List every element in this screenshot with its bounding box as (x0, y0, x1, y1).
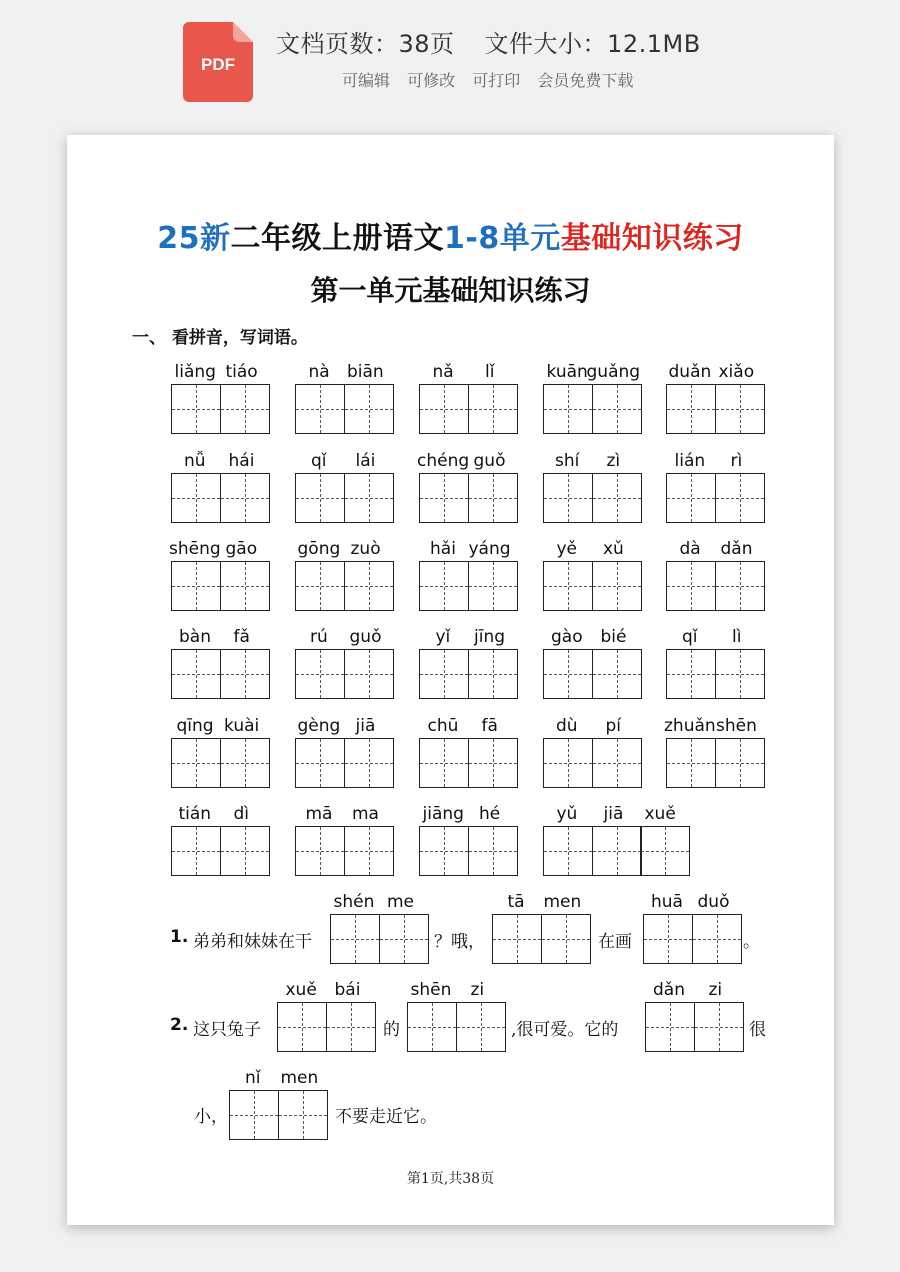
tianzige-cell[interactable] (220, 649, 270, 699)
sentence-1-text-c: 在画 (598, 932, 632, 952)
pinyin-label: chéng (417, 451, 470, 471)
tianzige-boxes (543, 738, 642, 788)
pinyin-label: guǒ (349, 627, 382, 647)
feature-member-download: 会员免费下载 (537, 71, 634, 90)
pinyin-label: men (543, 892, 582, 912)
tianzige-boxes (171, 473, 270, 523)
tianzige-boxes (419, 738, 518, 788)
tianzige-cell[interactable] (344, 384, 394, 434)
tianzige-boxes (645, 1002, 744, 1052)
sentence-1-text-a: 弟弟和妹妹在干 (193, 932, 312, 952)
tianzige-cell[interactable] (295, 384, 345, 434)
tianzige-cell[interactable] (295, 473, 345, 523)
pinyin-label: xiǎo (718, 362, 755, 382)
pdf-file-icon (183, 22, 253, 102)
pinyin-label: lái (355, 451, 376, 471)
tianzige-cell[interactable] (592, 561, 642, 611)
tianzige-boxes (277, 1002, 376, 1052)
sentence-2-text-b: 的 (383, 1020, 400, 1040)
pinyin-label: biān (347, 362, 384, 382)
tianzige-cell[interactable] (419, 826, 469, 876)
tianzige-cell[interactable] (692, 914, 742, 964)
tianzige-cell[interactable] (295, 649, 345, 699)
title-part-2: 1-8单元 (444, 221, 561, 256)
pinyin-label: zì (606, 451, 621, 471)
tianzige-cell[interactable] (407, 1002, 457, 1052)
pinyin-label: lì (732, 627, 742, 647)
pinyin-label: zi (708, 980, 723, 1000)
pinyin-label: shēng (169, 539, 221, 559)
pinyin-label: pí (605, 716, 622, 736)
tianzige-cell[interactable] (277, 1002, 327, 1052)
tianzige-cell[interactable] (171, 649, 221, 699)
tianzige-boxes (666, 473, 765, 523)
tianzige-boxes (171, 561, 270, 611)
tianzige-boxes (543, 649, 642, 699)
tianzige-cell[interactable] (220, 473, 270, 523)
pinyin-label: rì (730, 451, 743, 471)
pinyin-label: jiāng (422, 804, 464, 824)
tianzige-boxes (295, 826, 394, 876)
tianzige-boxes (295, 738, 394, 788)
tianzige-boxes (543, 826, 690, 876)
pinyin-label: tián (178, 804, 212, 824)
tianzige-cell[interactable] (715, 561, 765, 611)
tianzige-cell[interactable] (543, 738, 593, 788)
tianzige-boxes (492, 914, 591, 964)
pinyin-label: lǐ (485, 362, 495, 382)
tianzige-cell[interactable] (171, 738, 221, 788)
tianzige-cell[interactable] (419, 384, 469, 434)
tianzige-cell[interactable] (220, 738, 270, 788)
tianzige-cell[interactable] (278, 1090, 328, 1140)
pinyin-label: dù (556, 716, 578, 736)
tianzige-cell[interactable] (419, 649, 469, 699)
tianzige-cell[interactable] (543, 826, 593, 876)
pinyin-label: bàn (179, 627, 211, 647)
pinyin-label: yǐ (435, 627, 451, 647)
document-title (67, 213, 834, 257)
feature-printable: 可打印 (472, 71, 521, 90)
tianzige-cell[interactable] (640, 826, 690, 876)
tianzige-cell[interactable] (715, 473, 765, 523)
sentence-1-number: 1. (170, 927, 189, 947)
pinyin-label: qǐ (311, 451, 327, 471)
pinyin-label: shén (333, 892, 375, 912)
pinyin-label: yě (556, 539, 578, 559)
sentence-1-text-d: 。 (743, 932, 760, 952)
pinyin-label: jiā (603, 804, 624, 824)
tianzige-cell[interactable] (456, 1002, 506, 1052)
tianzige-cell[interactable] (344, 826, 394, 876)
tianzige-boxes (419, 561, 518, 611)
tianzige-boxes (666, 561, 765, 611)
tianzige-cell[interactable] (468, 738, 518, 788)
sentence-2-text-f: 不要走近它。 (335, 1107, 437, 1127)
pinyin-label: duǒ (697, 892, 730, 912)
tianzige-cell[interactable] (220, 561, 270, 611)
pinyin-label: xuě (285, 980, 317, 1000)
pinyin-label: nǎ (432, 362, 454, 382)
tianzige-cell[interactable] (543, 649, 593, 699)
tianzige-cell[interactable] (543, 473, 593, 523)
document-page[interactable] (67, 135, 834, 1225)
pinyin-label: gōng (297, 539, 341, 559)
tianzige-boxes (666, 649, 765, 699)
pinyin-label: dǎn (653, 980, 685, 1000)
tianzige-boxes (171, 384, 270, 434)
pinyin-label: gāo (225, 539, 258, 559)
tianzige-boxes (295, 473, 394, 523)
tianzige-cell[interactable] (592, 826, 642, 876)
tianzige-cell[interactable] (326, 1002, 376, 1052)
pinyin-label: zi (470, 980, 485, 1000)
tianzige-cell[interactable] (715, 738, 765, 788)
pinyin-label: duǎn (668, 362, 712, 382)
pinyin-label: jīng (474, 627, 506, 647)
pinyin-label: ma (352, 804, 379, 824)
pinyin-label: tiáo (225, 362, 258, 382)
tianzige-cell[interactable] (171, 473, 221, 523)
pinyin-label: mā (305, 804, 333, 824)
sentence-2-text-c: ,很可爱。它的 (511, 1020, 619, 1040)
tianzige-cell[interactable] (592, 384, 642, 434)
pinyin-label: hǎi (430, 539, 456, 559)
pinyin-label: chū (427, 716, 459, 736)
pinyin-label: liǎng (174, 362, 216, 382)
pinyin-label: guǎng (586, 362, 641, 382)
tianzige-boxes (419, 473, 518, 523)
tianzige-cell[interactable] (468, 473, 518, 523)
tianzige-cell[interactable] (666, 384, 716, 434)
feature-modifiable: 可修改 (407, 71, 456, 90)
file-info (276, 24, 701, 59)
tianzige-cell[interactable] (220, 826, 270, 876)
pinyin-label: shí (555, 451, 580, 471)
feature-list (342, 68, 645, 91)
tianzige-cell[interactable] (295, 738, 345, 788)
tianzige-boxes (171, 649, 270, 699)
tianzige-cell[interactable] (468, 826, 518, 876)
pdf-badge-text: PDF (201, 55, 235, 74)
pinyin-label: zhuǎn (664, 716, 716, 736)
pinyin-label: me (387, 892, 415, 912)
tianzige-boxes (419, 826, 518, 876)
tianzige-cell[interactable] (171, 384, 221, 434)
pinyin-label: qīng (176, 716, 214, 736)
pinyin-label: men (280, 1068, 319, 1088)
tianzige-cell[interactable] (666, 738, 716, 788)
title-part-1: 二年级上册语文 (230, 221, 445, 256)
pinyin-label: zuò (350, 539, 381, 559)
pinyin-label: nǚ (184, 451, 206, 471)
pinyin-label: nǐ (245, 1068, 261, 1088)
tianzige-cell[interactable] (468, 649, 518, 699)
tianzige-cell[interactable] (592, 738, 642, 788)
tianzige-cell[interactable] (468, 384, 518, 434)
pinyin-label: jiā (355, 716, 376, 736)
tianzige-cell[interactable] (419, 738, 469, 788)
sentence-2-text-e: 小， (194, 1107, 228, 1127)
tianzige-cell[interactable] (171, 826, 221, 876)
tianzige-cell[interactable] (379, 914, 429, 964)
tianzige-cell[interactable] (715, 649, 765, 699)
tianzige-cell[interactable] (543, 561, 593, 611)
tianzige-cell[interactable] (344, 738, 394, 788)
pinyin-label: kuān (546, 362, 588, 382)
pinyin-label: rú (310, 627, 328, 647)
sentence-2-text-d: 很 (749, 1020, 766, 1040)
pinyin-label: bié (600, 627, 627, 647)
tianzige-boxes (407, 1002, 506, 1052)
tianzige-boxes (330, 914, 429, 964)
tianzige-cell[interactable] (666, 649, 716, 699)
tianzige-boxes (543, 473, 642, 523)
pinyin-label: fǎ (233, 627, 250, 647)
tianzige-boxes (543, 561, 642, 611)
unit-subtitle: 第一单元基础知识练习 (310, 274, 591, 307)
page-footer: 第1页,共38页 (406, 1171, 495, 1187)
tianzige-cell[interactable] (419, 561, 469, 611)
tianzige-cell[interactable] (492, 914, 542, 964)
tianzige-boxes (229, 1090, 328, 1140)
pinyin-label: huā (651, 892, 683, 912)
tianzige-cell[interactable] (220, 384, 270, 434)
tianzige-boxes (419, 384, 518, 434)
pinyin-label: hái (228, 451, 255, 471)
tianzige-cell[interactable] (229, 1090, 279, 1140)
pinyin-label: nà (308, 362, 330, 382)
pinyin-label: shēn (410, 980, 452, 1000)
sentence-2-text-a: 这只兔子 (193, 1020, 261, 1040)
pinyin-label: gèng (297, 716, 341, 736)
tianzige-boxes (295, 561, 394, 611)
tianzige-cell[interactable] (419, 473, 469, 523)
tianzige-cell[interactable] (592, 473, 642, 523)
sentence-1-text-b: ？哦， (434, 932, 485, 952)
pinyin-label: yáng (468, 539, 511, 559)
pinyin-label: kuài (224, 716, 260, 736)
tianzige-cell[interactable] (344, 473, 394, 523)
tianzige-cell[interactable] (592, 649, 642, 699)
tianzige-cell[interactable] (295, 826, 345, 876)
tianzige-boxes (666, 738, 765, 788)
tianzige-boxes (543, 384, 642, 434)
tianzige-cell[interactable] (171, 561, 221, 611)
pinyin-label: guǒ (473, 451, 506, 471)
pinyin-label: xǔ (603, 539, 624, 559)
pinyin-label: hé (479, 804, 501, 824)
tianzige-cell[interactable] (666, 561, 716, 611)
pinyin-label: shēn (716, 716, 757, 736)
tianzige-cell[interactable] (344, 561, 394, 611)
tianzige-cell[interactable] (543, 384, 593, 434)
pinyin-label: dì (233, 804, 250, 824)
pinyin-label: xuě (644, 804, 676, 824)
feature-editable: 可编辑 (342, 71, 391, 90)
tianzige-cell[interactable] (645, 1002, 695, 1052)
tianzige-cell[interactable] (715, 384, 765, 434)
pinyin-label: lián (674, 451, 706, 471)
tianzige-cell[interactable] (643, 914, 693, 964)
pinyin-label: qǐ (682, 627, 698, 647)
section-heading: 一、 看拼音，写词语。 (132, 328, 308, 348)
tianzige-cell[interactable] (541, 914, 591, 964)
pinyin-label: yǔ (556, 804, 578, 824)
tianzige-boxes (171, 738, 270, 788)
pinyin-label: fā (481, 716, 498, 736)
title-part-3: 基础知识练习 (560, 221, 744, 256)
tianzige-cell[interactable] (344, 649, 394, 699)
tianzige-boxes (295, 649, 394, 699)
pinyin-label: dǎn (720, 539, 753, 559)
tianzige-cell[interactable] (330, 914, 380, 964)
page-count: 文档页数：38页 (276, 30, 455, 58)
pinyin-label: gào (551, 627, 583, 647)
pinyin-label: dà (679, 539, 701, 559)
file-size: 文件大小：12.1MB (484, 30, 701, 58)
tianzige-cell[interactable] (694, 1002, 744, 1052)
tianzige-boxes (666, 384, 765, 434)
pinyin-label: tā (507, 892, 525, 912)
tianzige-boxes (171, 826, 270, 876)
title-part-0: 25新 (157, 221, 231, 256)
tianzige-cell[interactable] (295, 561, 345, 611)
tianzige-cell[interactable] (666, 473, 716, 523)
pinyin-label: bái (334, 980, 361, 1000)
tianzige-cell[interactable] (468, 561, 518, 611)
sentence-2-number: 2. (170, 1015, 189, 1035)
tianzige-boxes (295, 384, 394, 434)
tianzige-boxes (643, 914, 742, 964)
tianzige-boxes (419, 649, 518, 699)
